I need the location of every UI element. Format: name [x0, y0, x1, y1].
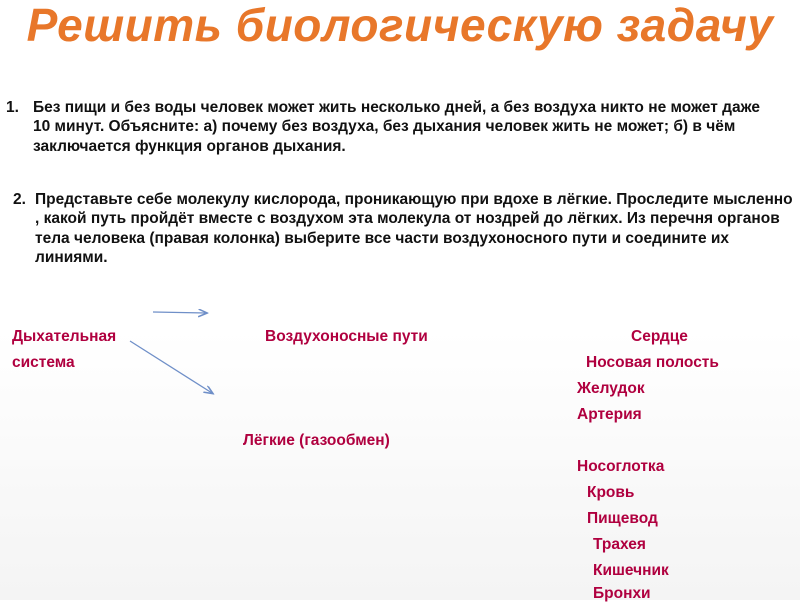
lungs-label: Лёгкие (газообмен) — [243, 432, 390, 449]
organ-item: Кровь — [587, 484, 635, 501]
arrow-to-lungs — [130, 341, 212, 393]
airways-label: Воздухоносные пути — [265, 328, 428, 345]
task-2-number: 2. — [13, 191, 26, 208]
organ-item: Носоглотка — [577, 458, 665, 475]
slide-title: Решить биологическую задачу — [26, 0, 774, 51]
arrow-to-airways — [153, 312, 206, 313]
organ-item: Носовая полость — [586, 354, 719, 371]
organ-item: Бронхи — [593, 585, 651, 602]
organ-item: Артерия — [577, 406, 642, 423]
organ-item: Кишечник — [593, 562, 669, 579]
respiratory-system-label-line1: Дыхательная — [12, 328, 117, 345]
organ-item: Трахея — [593, 536, 646, 553]
task-1-text: Без пищи и без воды человек может жить несколько дней, а без воздуха никто не может даже 10 минут. Объясните: а) почему без воздуха, без дыхания человек жить не может; б) в чём заключается функция органов дыхания. — [33, 99, 760, 155]
organ-item: Пищевод — [587, 510, 658, 527]
organ-item: Желудок — [577, 380, 645, 397]
task-1-number: 1. — [6, 99, 19, 116]
organ-item: Сердце — [631, 328, 688, 345]
task-2-text: Представьте себе молекулу кислорода, проникающую при вдохе в лёгкие. Проследите мысленно , какой путь пройдёт вместе с воздухом эта молекула от ноздрей до лёгких. Из перечня органов тела человека (правая колонка) выберите все части воздухоносного пути и соедините их линиями. — [35, 191, 793, 266]
respiratory-system-label-line2: система — [12, 354, 75, 371]
